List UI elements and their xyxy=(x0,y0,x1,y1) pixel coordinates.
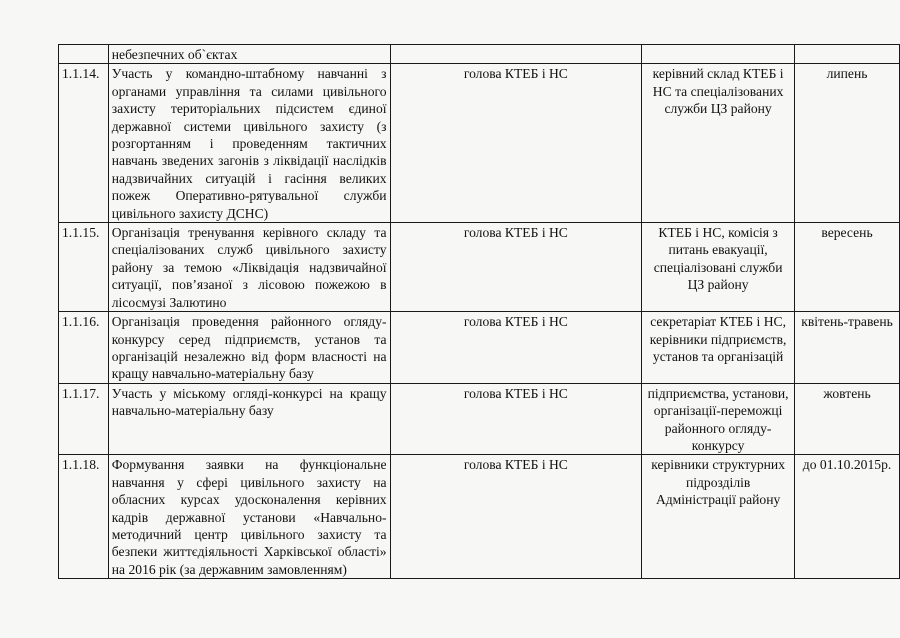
table-row xyxy=(59,312,900,384)
cell-term: жовтень xyxy=(795,383,900,455)
cell-responsible: голова КТЕБ і НС xyxy=(390,383,642,455)
table-row xyxy=(59,223,900,312)
cell-term: до 01.10.2015р. xyxy=(795,455,900,579)
cell-number: 1.1.17. xyxy=(59,383,109,455)
cell-number: 1.1.18. xyxy=(59,455,109,579)
cell-description: Формування заявки на функціональне навчання у сфері цивільного захисту на обласних курсах удосконалення керівних кадрів державної установи «Навчально-методичний центр цивільного захисту та безпеки життєдіяльності Харківської області» на 2016 рік (за державним замовленням) xyxy=(108,455,390,579)
cell-executors: секретаріат КТЕБ і НС, керівники підприємств, установ та організацій xyxy=(642,312,795,384)
cell-term: вересень xyxy=(795,223,900,312)
cell-executors: КТЕБ і НС, комісія з питань евакуації, спеціалізовані служби ЦЗ району xyxy=(642,223,795,312)
cell-term xyxy=(795,45,900,64)
cell-term: квітень-травень xyxy=(795,312,900,384)
cell-responsible xyxy=(390,45,642,64)
cell-executors xyxy=(642,45,795,64)
cell-number: 1.1.14. xyxy=(59,64,109,223)
table-row xyxy=(59,455,900,579)
table-row-continuation xyxy=(59,45,900,64)
cell-description: Організація проведення районного огляду-конкурсу серед підприємств, установ та організацій незалежно від форм власності на кращу навчально-матеріальну базу xyxy=(108,312,390,384)
cell-term: липень xyxy=(795,64,900,223)
cell-executors: керівники структурних підрозділів Адміністрації району xyxy=(642,455,795,579)
cell-executors: підприємства, установи, організації-переможці районного огляду-конкурсу xyxy=(642,383,795,455)
cell-number xyxy=(59,45,109,64)
cell-responsible: голова КТЕБ і НС xyxy=(390,455,642,579)
plan-table xyxy=(58,44,900,579)
cell-description: Участь у командно-штабному навчанні з органами управління та силами цивільного захисту територіальних підсистем єдиної державної системи цивільного захисту (з розгортанням і проведенням тактичних навчань зведених загонів з ліквідації наслідків надзвичайних ситуацій і гасіння великих пожеж Оперативно-рятувальної служби цивільного захисту ДСНС) xyxy=(108,64,390,223)
table-row xyxy=(59,383,900,455)
cell-number: 1.1.15. xyxy=(59,223,109,312)
cell-number: 1.1.16. xyxy=(59,312,109,384)
cell-responsible: голова КТЕБ і НС xyxy=(390,312,642,384)
cell-description: Організація тренування керівного складу та спеціалізованих служб цивільного захисту району за темою «Ліквідація надзвичайної ситуації, пов’язаної з лісовою пожежою в лісосмузі Залютино xyxy=(108,223,390,312)
cell-description: Участь у міському огляді-конкурсі на кращу навчально-матеріальну базу xyxy=(108,383,390,455)
cell-description: небезпечних об`єктах xyxy=(108,45,390,64)
table-row xyxy=(59,64,900,223)
cell-responsible: голова КТЕБ і НС xyxy=(390,64,642,223)
cell-responsible: голова КТЕБ і НС xyxy=(390,223,642,312)
cell-executors: керівний склад КТЕБ і НС та спеціалізованих служби ЦЗ району xyxy=(642,64,795,223)
